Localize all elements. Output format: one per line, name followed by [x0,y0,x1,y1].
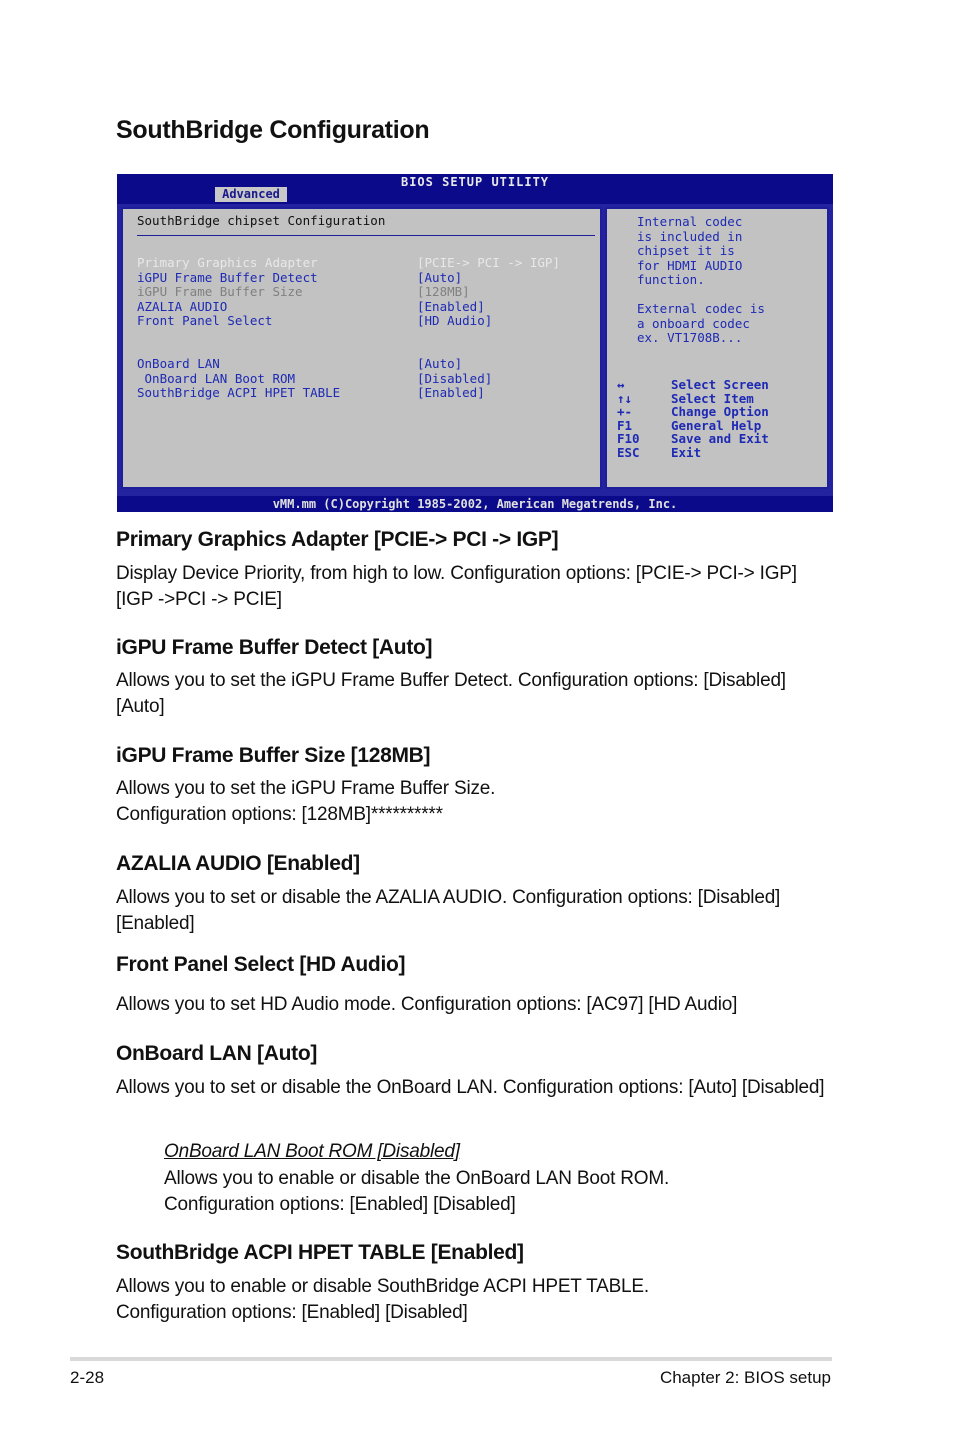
arrow-up-down-icon: ↑↓ [617,390,633,406]
setting-value-front-panel-select[interactable]: [HD Audio] [417,313,493,328]
subsection-heading: OnBoard LAN Boot ROM [Disabled] [164,1141,460,1162]
bios-copyright-bar [117,496,833,512]
setting-value-igpu-frame-buffer-size: [128MB] [417,284,470,299]
help-line: ex. VT1708B... [637,330,743,345]
help-line: a onboard codec [637,315,750,331]
bios-title: BIOS SETUP UTILITY [400,175,550,189]
tab-advanced[interactable]: Advanced [215,187,287,202]
bios-help-panel [605,207,829,489]
setting-value-igpu-frame-buffer-detect[interactable]: [Auto] [417,270,463,285]
panel-divider [137,235,595,236]
setting-label-onboard-lan-boot-rom[interactable]: OnBoard LAN Boot ROM [137,371,296,386]
arrow-left-right-icon: ↔ [617,377,625,392]
key-label: F1 [617,417,633,433]
section-heading: SouthBridge ACPI HPET TABLE [Enabled] [116,1241,524,1264]
setting-value-onboard-lan-boot-rom[interactable]: [Disabled] [417,371,493,386]
section-body: Allows you to set HD Audio mode. Configuration options: [AC97] [HD Audio] [116,994,738,1015]
section-body: Display Device Priority, from high to low. Configuration options: [PCIE-> PCI-> IGP] [IGP ->PCI -> PCIE] [116,563,797,610]
chapter-label: Chapter 2: BIOS setup [659,1368,831,1387]
section-body: Allows you to enable or disable SouthBridge ACPI HPET TABLE. [116,1276,649,1297]
section-heading: iGPU Frame Buffer Size [128MB] [116,744,431,767]
help-line: function. [637,272,705,287]
section-heading: AZALIA AUDIO [Enabled] [116,852,360,875]
setting-value-acpi-hpet-table[interactable]: [Enabled] [417,385,485,400]
section-body: Configuration options: [128MB]********** [116,804,443,825]
setting-label-acpi-hpet-table[interactable]: SouthBridge ACPI HPET TABLE [137,385,341,400]
bios-title-bar [117,174,833,204]
help-line: External codec is [637,301,765,316]
key-label: ESC [617,444,640,460]
page-title: SouthBridge Configuration [116,116,430,144]
setting-label-primary-graphics-adapter[interactable]: Primary Graphics Adapter [137,255,318,270]
section-body: Configuration options: [Enabled] [Disabled] [116,1302,468,1323]
key-action: Select Screen [671,377,769,392]
setting-label-onboard-lan[interactable]: OnBoard LAN [137,356,220,371]
bios-copyright: vMM.mm (C)Copyright 1985-2002, American Megatrends, Inc. [272,497,678,511]
subsection-body: Allows you to enable or disable the OnBoard LAN Boot ROM. [164,1168,670,1189]
section-heading: OnBoard LAN [Auto] [116,1042,318,1065]
help-line: is included in [637,228,743,244]
section-body: Allows you to set or disable the AZALIA AUDIO. Configuration options: [Disabled] [Enabled] [116,887,781,934]
bios-screenshot [117,174,833,512]
panel-heading: SouthBridge chipset Configuration [137,213,386,228]
setting-label-igpu-frame-buffer-detect[interactable]: iGPU Frame Buffer Detect [137,270,318,285]
setting-label-igpu-frame-buffer-size: iGPU Frame Buffer Size [137,284,303,299]
help-line: Internal codec [637,214,743,229]
section-body: Allows you to set the iGPU Frame Buffer Detect. Configuration options: [Disabled] [Auto] [116,670,786,717]
page-number: 2-28 [70,1368,105,1387]
key-action: Save and Exit [671,431,769,446]
bios-settings-panel [121,207,602,489]
key-action: Change Option [671,404,769,419]
subsection-body: Configuration options: [Enabled] [Disabled] [164,1194,516,1215]
section-heading: iGPU Frame Buffer Detect [Auto] [116,636,433,659]
key-action: Exit [671,444,702,460]
help-line: chipset it is [637,243,735,258]
footer-divider [70,1357,832,1361]
key-action: General Help [671,417,762,433]
setting-value-onboard-lan[interactable]: [Auto] [417,356,463,371]
section-body: Allows you to set or disable the OnBoard LAN. Configuration options: [Auto] [Disabled] [116,1077,825,1098]
section-heading: Front Panel Select [HD Audio] [116,953,406,976]
setting-value-azalia-audio[interactable]: [Enabled] [417,299,485,314]
key-label: F10 [617,431,640,446]
setting-label-azalia-audio[interactable]: AZALIA AUDIO [137,299,228,314]
setting-label-front-panel-select[interactable]: Front Panel Select [137,313,273,328]
setting-value-primary-graphics-adapter[interactable]: [PCIE-> PCI -> IGP] [417,255,560,270]
section-body: Allows you to set the iGPU Frame Buffer Size. [116,778,496,799]
key-label: +- [617,404,633,419]
help-line: for HDMI AUDIO [637,257,743,273]
key-action: Select Item [671,390,754,406]
section-heading: Primary Graphics Adapter [PCIE-> PCI -> IGP] [116,528,559,551]
